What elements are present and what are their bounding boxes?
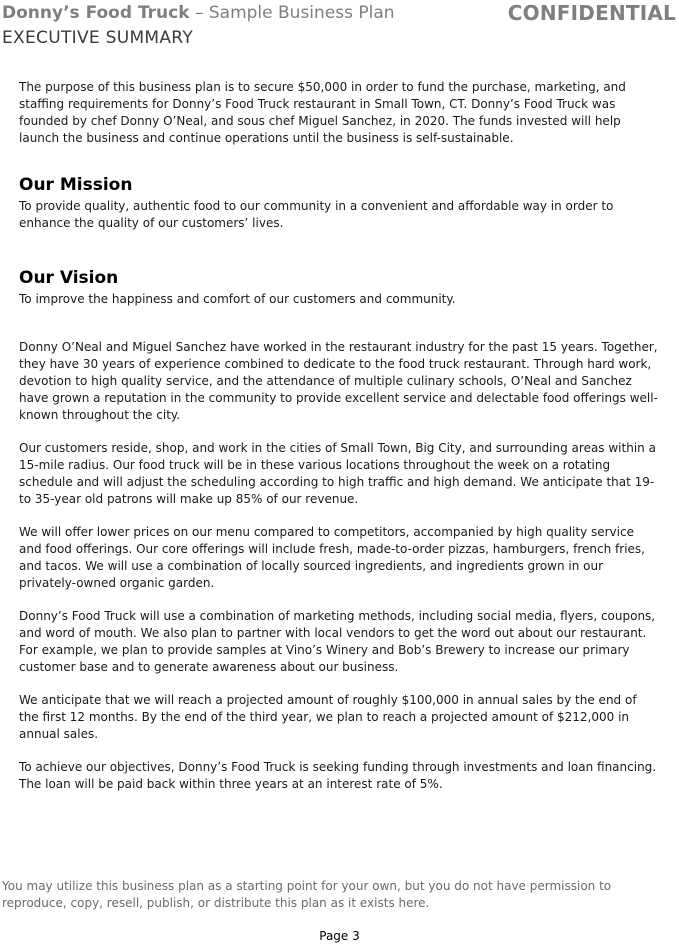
mission-paragraph: To provide quality, authentic food to our community in a convenient and affordable way in order to enhance the quality of our customers’ lives. — [19, 199, 614, 230]
executive-summary-content — [19, 79, 659, 793]
marketing-paragraph: Donny’s Food Truck will use a combination of marketing methods, including social media, flyers, coupons, and word of mouth. We also plan to partner with local vendors to get the word out about our restaurant. For example, we plan to provide samples at Vino’s Winery and Bob’s Brewery to increase our primary customer base and to generate awareness about our business. — [19, 609, 656, 674]
document-type: Sample Business Plan — [208, 3, 395, 23]
vision-paragraph: To improve the happiness and comfort of our customers and community. — [19, 292, 456, 306]
customers-paragraph: Our customers reside, shop, and work in the cities of Small Town, Big City, and surrounding areas within a 15-mile radius. Our food truck will be in these various locations throughout the week on a rotating schedule and will adjust the scheduling according to high traffic and high demand. We anticipate that 19- to 35-year old patrons will make up 85% of our revenue. — [19, 441, 656, 506]
purpose-paragraph: The purpose of this business plan is to secure $50,000 in order to fund the purchase, marketing, and staffing requirements for Donny’s Food Truck restaurant in Small Town, CT. Donny’s Food Truck was founded by chef Donny O’Neal, and sous chef Miguel Sanchez, in 2020. The funds invested will help launch the business and continue operations until the business is self-sustainable. — [19, 80, 626, 145]
vision-heading: Our Vision — [19, 268, 119, 288]
section-title: EXECUTIVE SUMMARY — [2, 28, 194, 48]
page-number: Page 3 — [319, 929, 360, 943]
founders-paragraph: Donny O’Neal and Miguel Sanchez have worked in the restaurant industry for the past 15 years. Together, they have 30 years of experience combined to dedicate to the food truck restaurant. Through hard work, devotion to high quality service, and the attendance of multiple culinary schools, O’Neal and Sanchez have grown a reputation in the community to provide excellent service and delectable food offerings well-known throughout the city. — [19, 340, 658, 422]
mission-heading: Our Mission — [19, 175, 133, 195]
footer-disclaimer: You may utilize this business plan as a starting point for your own, but you do not have permission to reproduce, copy, resell, publish, or distribute this plan as it exists here. — [2, 879, 612, 910]
offerings-paragraph: We will offer lower prices on our menu compared to competitors, accompanied by high quality service and food offerings. Our core offerings will include fresh, made-to-order pizzas, hamburgers, french fries, and tacos. We will use a combination of locally sourced ingredients, and ingredients grown in our privately-owned organic garden. — [19, 525, 645, 590]
company-name: Donny’s Food Truck — [2, 3, 190, 23]
projections-paragraph: We anticipate that we will reach a projected amount of roughly $100,000 in annual sales by the end of the first 12 months. By the end of the third year, we plan to reach a projected amount of $212,000 in annual sales. — [19, 693, 637, 741]
funding-paragraph: To achieve our objectives, Donny’s Food Truck is seeking funding through investments and loan financing. The loan will be paid back within three years at an interest rate of 5%. — [19, 760, 657, 791]
confidential-label: CONFIDENTIAL — [507, 1, 676, 25]
header-separator: – — [189, 3, 209, 23]
document-header-title — [2, 3, 395, 23]
